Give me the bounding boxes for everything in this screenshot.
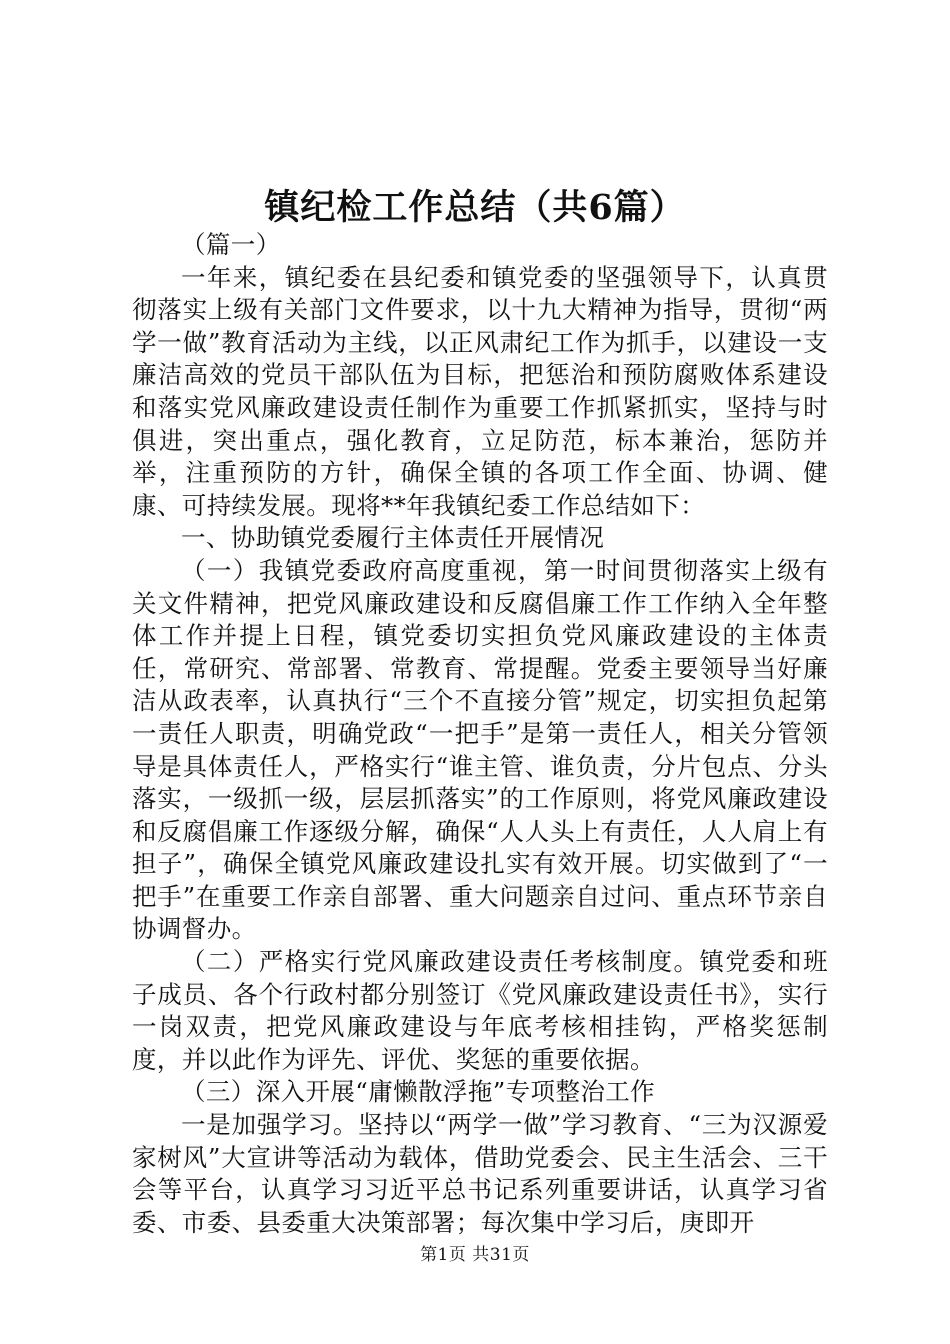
paragraph-item-3: （三）深入开展“庸懒散浮拖”专项整治工作 (181, 1077, 656, 1107)
section-label: （篇一） (181, 230, 281, 259)
intro-paragraph: 一年来，镇纪委在县纪委和镇党委的坚强领导下，认真贯彻落实上级有关部门文件要求，以十九大精神为指导，贯彻“两学一做”教育活动为主线，以正风肃纪工作为抓手，以建设一支廉洁高效的党员干部队伍为目标，把惩治和预防腐败体系建设和落实党风廉政建设责任制作为重要工作抓紧抓实，坚持与时俱进，突出重点，强化教育，立足防范，标本兼治，惩防并举，注重预防的方针，确保全镇的各项工作全面、协调、健康、可持续发展。现将**年我镇纪委工作总结如下： (132, 262, 828, 520)
document-body (132, 229, 828, 1239)
heading-section-1: 一、协助镇党委履行主体责任开展情况 (181, 523, 605, 553)
document-title: 镇纪检工作总结（共6篇） (264, 187, 686, 228)
paragraph-item-2: （二）严格实行党风廉政建设责任考核制度。镇党委和班子成员、各个行政村都分别签订《党风廉政建设责任书》，实行一岗双责，把党风廉政建设与年底考核相挂钩，严格奖惩制度，并以此作为评先、评优、奖惩的重要依据。 (132, 947, 828, 1074)
page-footer: 第1页 共31页 (420, 1245, 530, 1265)
paragraph-study: 一是加强学习。坚持以“两学一做”学习教育、“三为汉源爱家树风”大宣讲等活动为载体，借助党委会、民主生活会、三干会等平台，认真学习习近平总书记系列重要讲话，认真学习省委、市委、县委重大决策部署；每次集中学习后，庚即开 (132, 1110, 828, 1237)
paragraph-item-1: （一）我镇党委政府高度重视，第一时间贯彻落实上级有关文件精神，把党风廉政建设和反腐倡廉工作工作纳入全年整体工作并提上日程，镇党委切实担负党风廉政建设的主体责任，常研究、常部署、常教育、常提醒。党委主要领导当好廉洁从政表率，认真执行“三个不直接分管”规定，切实担负起第一责任人职责，明确党政“一把手”是第一责任人，相关分管领导是具体责任人，严格实行“谁主管、谁负责，分片包点、分头落实，一级抓一级，层层抓落实”的工作原则，将党风廉政建设和反腐倡廉工作逐级分解，确保“人人头上有责任，人人肩上有担子”，确保全镇党风廉政建设扎实有效开展。切实做到了“一把手”在重要工作亲自部署、重大问题亲自过问、重点环节亲自协调督办。 (132, 555, 828, 944)
